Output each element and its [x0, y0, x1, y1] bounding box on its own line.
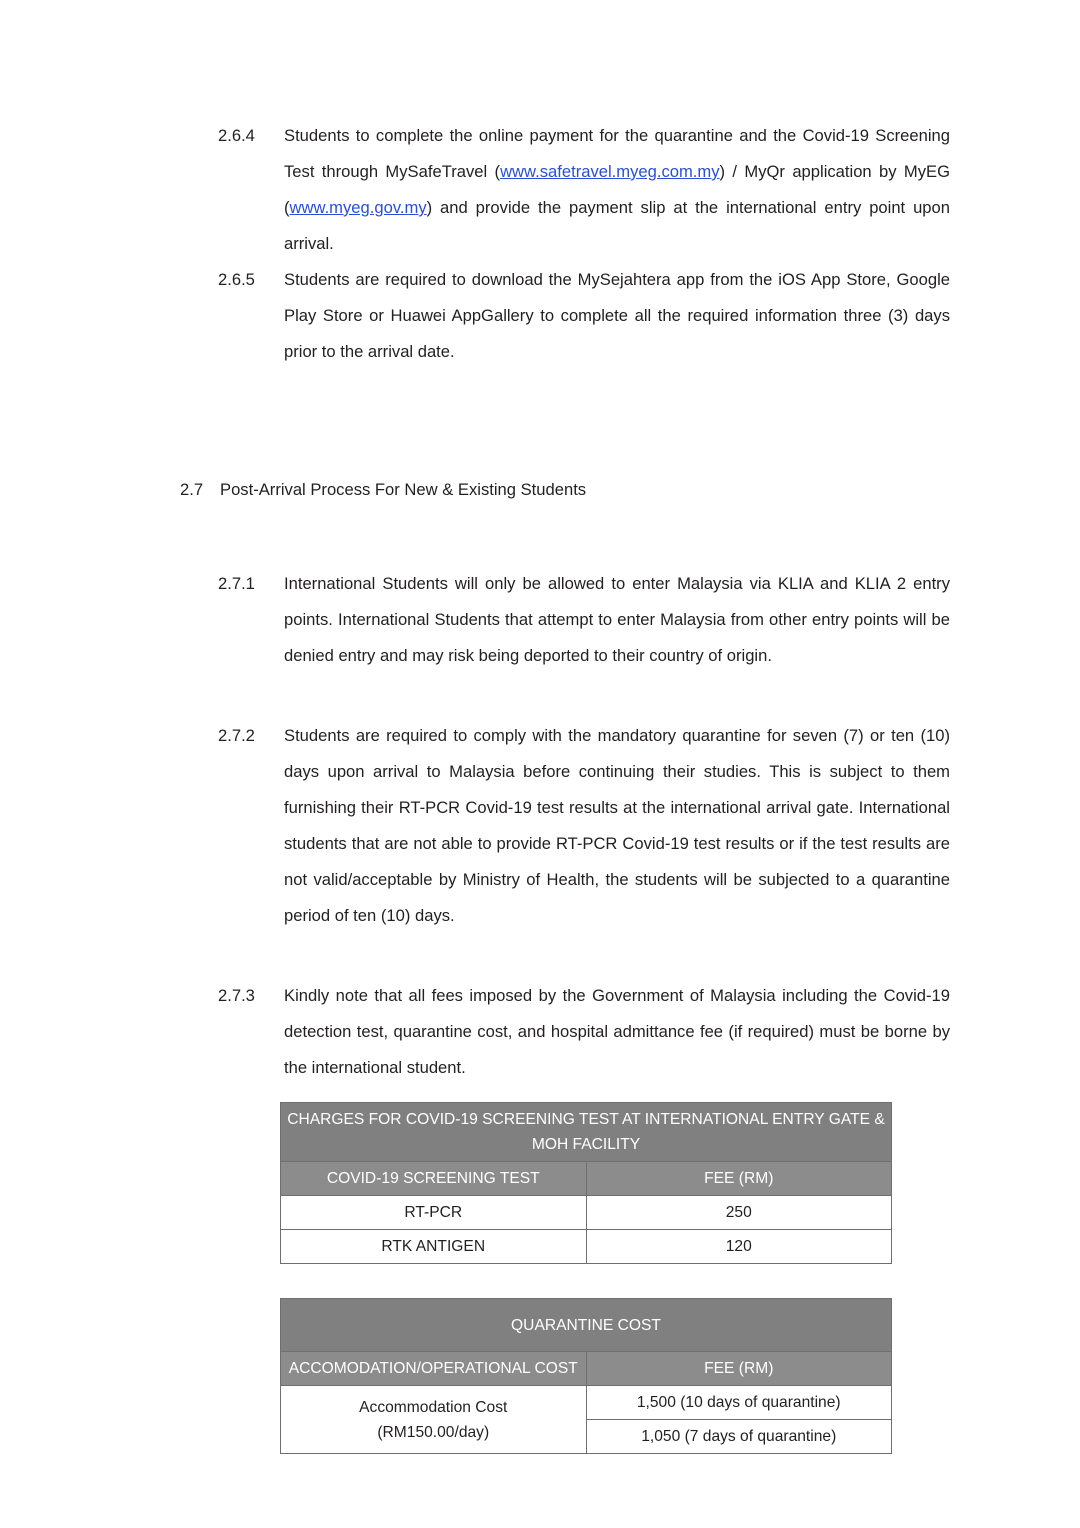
quarantine-table-wrap	[280, 1298, 892, 1454]
myeg-link[interactable]: www.myeg.gov.my	[289, 198, 427, 217]
quarantine-cost-label	[281, 1386, 587, 1454]
clause-2-6-5	[218, 262, 950, 370]
clause-number: 2.7.1	[218, 574, 255, 593]
clause-text-part-1: Students to complete the online payment for the quarantine and the Covid-19 Screening Test through MySafeTravel (	[284, 126, 950, 181]
clause-number: 2.7.3	[218, 986, 255, 1005]
clause-text	[284, 118, 950, 262]
table-row	[281, 1352, 892, 1386]
clause-text-part-2: ) / MyQr application by MyEG (	[284, 162, 951, 217]
charges-row-2-test: RTK ANTIGEN	[281, 1230, 587, 1264]
quarantine-header-fee: FEE (RM)	[586, 1352, 892, 1386]
quarantine-cost-label-line2: (RM150.00/day)	[377, 1423, 490, 1441]
clause-text: Students are required to comply with the mandatory quarantine for seven (7) or ten (10) days upon arrival to Malaysia before continuing their studies. This is subject to them furnishing their RT-PCR Covid-19 test results at the international arrival gate. International students that are not able to provide RT-PCR Covid-19 test results or if the test results are not valid/acceptable by Ministry of Health, the students will be subjected to a quarantine period of ten (10) days.	[284, 726, 950, 925]
safetravel-link[interactable]: www.safetravel.myeg.com.my	[500, 162, 720, 181]
charges-row-1-test: RT-PCR	[281, 1196, 587, 1230]
quarantine-cost-label-line1: Accommodation Cost	[359, 1398, 508, 1416]
quarantine-cost-table	[280, 1298, 892, 1454]
table-row	[281, 1103, 892, 1162]
charges-row-1-fee: 250	[586, 1196, 892, 1230]
spacer	[180, 428, 950, 472]
section-heading-2-7	[180, 472, 950, 508]
quarantine-header-cost: ACCOMODATION/OPERATIONAL COST	[281, 1352, 587, 1386]
clause-text: Students are required to download the MySejahtera app from the iOS App Store, Google Play Store or Huawei AppGallery to complete all the required information three (3) days prior to the arrival date.	[284, 270, 950, 361]
clause-2-7-3	[218, 978, 950, 1086]
spacer	[180, 1264, 950, 1298]
table-row	[281, 1196, 892, 1230]
clause-2-7-1	[218, 566, 950, 674]
charges-table-header-fee: FEE (RM)	[586, 1162, 892, 1196]
spacer	[180, 1086, 950, 1102]
clause-number: 2.6.5	[218, 270, 255, 289]
charges-table-header-test: COVID-19 SCREENING TEST	[281, 1162, 587, 1196]
section-number: 2.7	[180, 480, 204, 499]
quarantine-fee-7-days: 1,050 (7 days of quarantine)	[586, 1420, 892, 1454]
spacer	[180, 370, 950, 428]
table-row	[281, 1386, 892, 1420]
spacer	[180, 934, 950, 978]
clause-number: 2.7.2	[218, 726, 255, 745]
charges-table-title: CHARGES FOR COVID-19 SCREENING TEST AT INTERNATIONAL ENTRY GATE & MOH FACILITY	[281, 1103, 892, 1162]
section-title: Post-Arrival Process For New & Existing Students	[220, 480, 587, 499]
table-row	[281, 1230, 892, 1264]
quarantine-table-title: QUARANTINE COST	[281, 1299, 892, 1352]
charges-table	[280, 1102, 892, 1264]
spacer	[180, 508, 950, 566]
clause-2-7-2	[218, 718, 950, 934]
table-row	[281, 1162, 892, 1196]
clause-2-6-4	[218, 118, 950, 262]
clause-text-part-3: ) and provide the payment slip at the international entry point upon arrival.	[284, 198, 950, 253]
clause-text: Kindly note that all fees imposed by the Government of Malaysia including the Covid-19 detection test, quarantine cost, and hospital admittance fee (if required) must be borne by the international student.	[284, 986, 950, 1077]
quarantine-fee-10-days: 1,500 (10 days of quarantine)	[586, 1386, 892, 1420]
charges-row-2-fee: 120	[586, 1230, 892, 1264]
clause-number: 2.6.4	[218, 126, 255, 145]
charges-table-wrap	[280, 1102, 892, 1264]
spacer	[180, 674, 950, 718]
clause-text: International Students will only be allowed to enter Malaysia via KLIA and KLIA 2 entry points. International Students that attempt to enter Malaysia from other entry points will be denied entry and may risk being deported to their country of origin.	[284, 574, 950, 665]
table-row	[281, 1299, 892, 1352]
